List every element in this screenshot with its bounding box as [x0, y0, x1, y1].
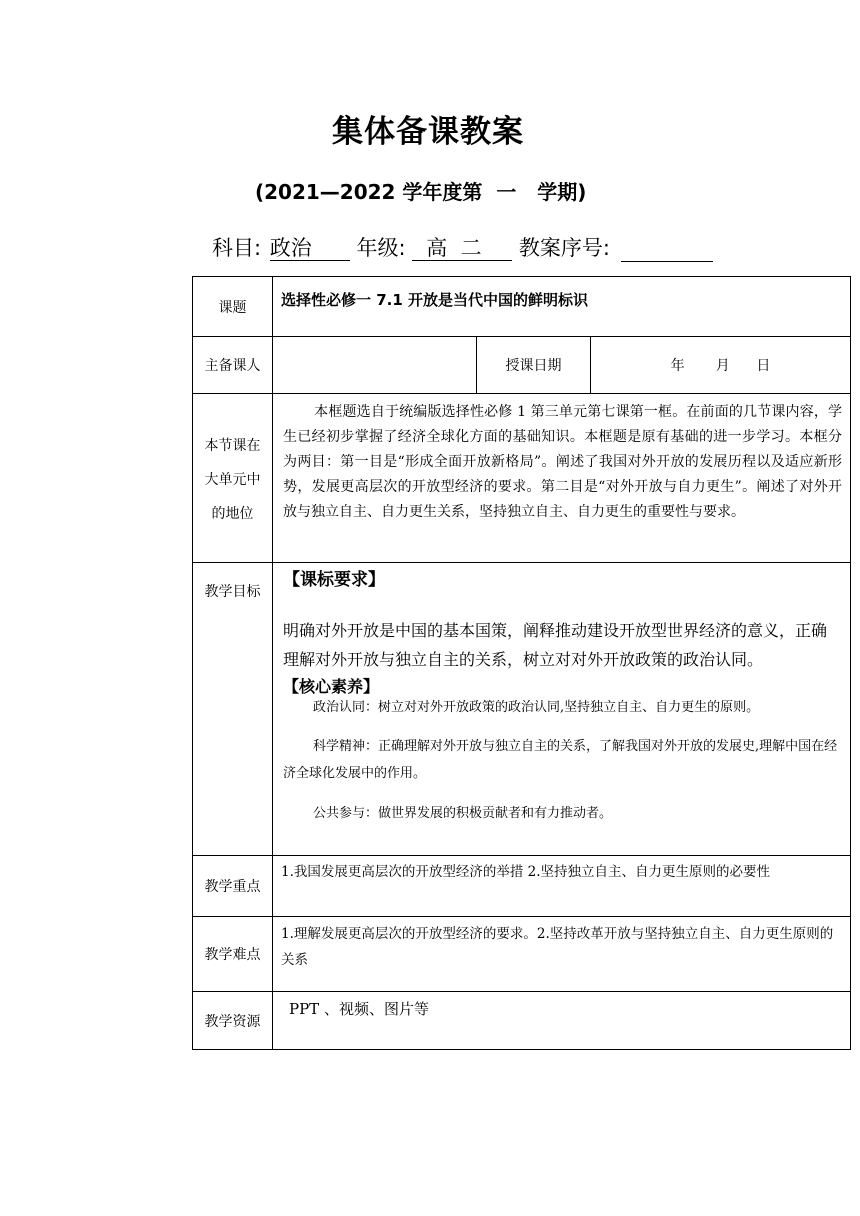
difficult-row [193, 917, 851, 992]
document-title: 集体备课教案 [332, 114, 524, 150]
topic-row [193, 277, 851, 337]
literacy-political: 政治认同：树立对对外开放政策的政治认同,坚持独立自主、自力更生的原则。 [313, 700, 760, 715]
position-label-line-2: 大单元中 [204, 472, 261, 488]
meta-line [212, 232, 713, 262]
resources-text: PPT 、视频、图片等 [273, 992, 851, 1050]
key-points-label: 教学重点 [193, 856, 273, 917]
preparer-value [273, 337, 477, 394]
goals-row [193, 563, 851, 856]
position-label [193, 394, 273, 563]
grade-value: 高 二 [412, 236, 512, 261]
position-text: 本框题选自于统编版选择性必修 1 第三单元第七课第一框。在前面的几节课内容，学生已经初步掌握了经济全球化方面的基础知识。本框题是原有基础的进一步学习。本框分为两目：第一目是“形成全面开放新格局”。阐述了我国对外开放的发展历程以及适应新形势，发展更高层次的开放型经济的要求。第二目是“对外开放与自力更生”。阐述了对外开放与独立自主、自力更生关系，坚持独立自主、自力更生的重要性与要求。 [283, 404, 843, 520]
position-label-line-1: 本节课在 [204, 438, 261, 454]
lesson-plan-table [192, 276, 851, 1050]
school-year: (2021—2022 学年度第 一 学期) [255, 180, 587, 204]
goals-content [273, 563, 851, 856]
curriculum-text: 明确对外开放是中国的基本国策，阐释推动建设开放型世界经济的意义，正确理解对外开放与独立自主的关系，树立对对外开放政策的政治认同。 [283, 621, 828, 669]
difficult-text: 1.理解发展更高层次的开放型经济的要求。2.坚持改革开放与坚持独立自主、自力更生原则的关系 [273, 917, 851, 992]
literacy-science: 科学精神：正确理解对外开放与独立自主的关系，了解我国对外开放的发展史,理解中国在经济全球化发展中的作用。 [283, 739, 838, 781]
plan-number-label: 教案序号: [518, 236, 610, 260]
position-text-cell [273, 394, 851, 563]
resources-label: 教学资源 [193, 992, 273, 1050]
preparer-row [193, 337, 851, 394]
literacy-public: 公共参与：做世界发展的积极贡献者和有力推动者。 [313, 806, 613, 821]
date-value: 年 月 日 [591, 337, 851, 394]
position-label-line-3: 的地位 [211, 506, 254, 522]
literacy-heading: 【核心素养】 [283, 677, 380, 696]
subject-value: 政治 [270, 236, 350, 261]
plan-number-value [621, 237, 713, 262]
position-row [193, 394, 851, 563]
date-label: 授课日期 [477, 337, 591, 394]
key-points-text: 1.我国发展更高层次的开放型经济的举措 2.坚持独立自主、自力更生原则的必要性 [273, 856, 851, 917]
topic-value: 选择性必修一 7.1 开放是当代中国的鲜明标识 [273, 277, 851, 337]
goals-label: 教学目标 [193, 563, 273, 856]
difficult-label: 教学难点 [193, 917, 273, 992]
resources-row [193, 992, 851, 1050]
key-points-row [193, 856, 851, 917]
topic-label: 课题 [193, 277, 273, 337]
subject-label: 科目: [212, 236, 262, 260]
preparer-label: 主备课人 [193, 337, 273, 394]
grade-label: 年级: [356, 236, 406, 260]
curriculum-heading: 【课标要求】 [283, 570, 385, 590]
